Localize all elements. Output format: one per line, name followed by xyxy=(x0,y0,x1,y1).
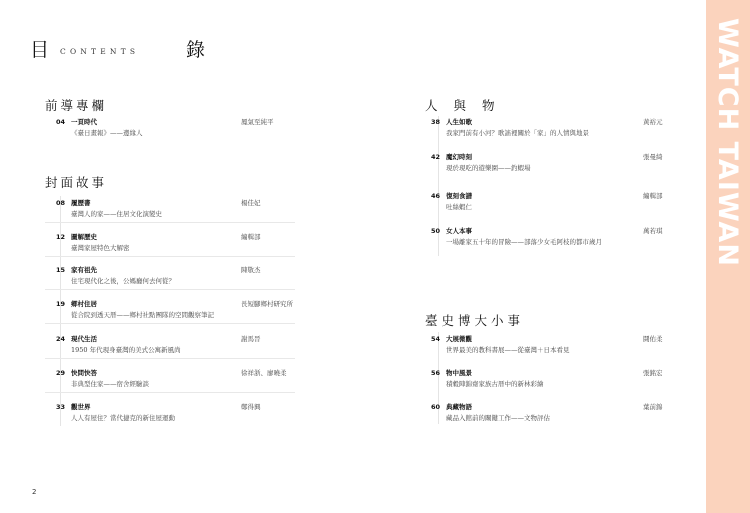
title-char-right: 錄 xyxy=(186,39,206,61)
entry-author: 張銘宏 xyxy=(643,369,663,377)
side-band-title: WATCH TAIWAN xyxy=(712,18,743,267)
entry-author: 楊佳妃 xyxy=(241,199,261,207)
entry-title: 典藏物語 xyxy=(446,403,472,411)
entry-author: 編輯部 xyxy=(643,192,663,200)
toc-entry[interactable] xyxy=(420,117,680,145)
entry-page: 50 xyxy=(430,227,440,235)
entry-title: 鄉村住居 xyxy=(71,300,97,308)
entry-subtitle: 藏品入館前的關鍵工作——文物評估 xyxy=(446,414,550,422)
entry-page: 46 xyxy=(430,192,440,200)
toc-entry[interactable] xyxy=(45,198,305,226)
entry-page: 08 xyxy=(55,199,65,207)
title-char-left: 目 xyxy=(30,39,50,61)
toc-entry[interactable] xyxy=(420,334,680,362)
entry-subtitle: 臺灣家屋特色大解密 xyxy=(71,244,130,252)
toc-entry[interactable] xyxy=(45,334,305,362)
toc-entry[interactable] xyxy=(45,117,305,145)
toc-entry[interactable] xyxy=(45,402,305,430)
section-title-people-and-things: 人 與 物 xyxy=(425,98,501,113)
entry-subtitle: 臺灣人的家——住居文化演變史 xyxy=(71,210,162,218)
section-title-cover-story: 封面故事 xyxy=(45,175,108,190)
entry-subtitle: 一場離家五十年的冒險——部落少女毛阿枝的都市歲月 xyxy=(446,238,602,246)
entry-divider xyxy=(45,289,295,290)
entry-title: 物中風景 xyxy=(446,369,472,377)
entry-author: 謝馬晉 xyxy=(241,335,261,343)
entry-title: 一頁時代 xyxy=(71,118,97,126)
entry-page: 56 xyxy=(430,369,440,377)
entry-title: 復刻食譜 xyxy=(446,192,472,200)
page-number: 2 xyxy=(32,488,37,496)
entry-author: 長短腳鄉村研究所 xyxy=(241,300,293,308)
entry-title: 人生如歌 xyxy=(446,118,472,126)
entry-title: 快問快答 xyxy=(71,369,97,377)
entry-divider xyxy=(45,222,295,223)
entry-page: 19 xyxy=(55,300,65,308)
toc-entry[interactable] xyxy=(420,226,680,254)
entry-page: 12 xyxy=(55,233,65,241)
entry-subtitle: 吐絲蝦仁 xyxy=(446,203,472,211)
entry-subtitle: 從合院到透天厝——鄉村社點團隊的空間觀察筆記 xyxy=(71,311,214,319)
entry-divider xyxy=(45,392,295,393)
entry-subtitle: 《臺日畫報》——邊緣人 xyxy=(71,129,143,137)
entry-author: 黃裕元 xyxy=(643,118,663,126)
entry-title: 現代生活 xyxy=(71,335,97,343)
entry-subtitle: 人人有屋住？當代捷克的新住屋運動 xyxy=(71,414,175,422)
entry-title: 圖解歷史 xyxy=(71,233,97,241)
entry-page: 33 xyxy=(55,403,65,411)
entry-page: 60 xyxy=(430,403,440,411)
entry-subtitle: 我家門前有小河？歌謠裡關於「家」的人情與地景 xyxy=(446,129,589,137)
entry-author: 徐祥浙、廖曉柔 xyxy=(241,369,287,377)
entry-page: 24 xyxy=(55,335,65,343)
toc-entry[interactable] xyxy=(420,402,680,430)
entry-page: 29 xyxy=(55,369,65,377)
entry-divider xyxy=(45,256,295,257)
section-title-lead: 前導專欄 xyxy=(45,98,108,113)
entry-title: 家有祖先 xyxy=(71,266,97,274)
entry-page: 54 xyxy=(430,335,440,343)
toc-entry[interactable] xyxy=(45,265,305,293)
toc-entry[interactable] xyxy=(420,191,680,219)
entry-author: 萬若琪 xyxy=(643,227,663,235)
entry-divider xyxy=(45,358,295,359)
section-title-museum-news: 臺史博大小事 xyxy=(425,313,525,328)
entry-subtitle: 世界最美的教科書展——從臺灣＋日本看見 xyxy=(446,346,570,354)
entry-subtitle: 現於現吃的遊樂園——釣蝦場 xyxy=(446,164,531,172)
entry-title: 履歷書 xyxy=(71,199,91,207)
entry-title: 大展微觀 xyxy=(446,335,472,343)
entry-subtitle: 非典型住家——宿舍經驗談 xyxy=(71,380,149,388)
toc-entry[interactable] xyxy=(45,368,305,396)
entry-page: 04 xyxy=(55,118,65,126)
title-english: CONTENTS xyxy=(60,47,140,56)
toc-entry[interactable] xyxy=(45,299,305,327)
entry-page: 42 xyxy=(430,153,440,161)
entry-title: 觀世界 xyxy=(71,403,91,411)
entry-page: 15 xyxy=(55,266,65,274)
entry-author: 鬪佑柔 xyxy=(643,335,663,343)
entry-subtitle: 1950 年代現身臺灣的美式公寓新風尚 xyxy=(71,346,181,354)
toc-entry[interactable] xyxy=(420,368,680,396)
toc-entry[interactable] xyxy=(420,152,680,180)
entry-author: 葉前錦 xyxy=(643,403,663,411)
entry-page: 38 xyxy=(430,118,440,126)
entry-author: 張曼綺 xyxy=(643,153,663,161)
side-band xyxy=(706,0,750,513)
entry-title: 女人本事 xyxy=(446,227,472,235)
entry-subtitle: 住宅現代化之後，公媽廳何去何從？ xyxy=(71,277,175,285)
entry-divider xyxy=(45,323,295,324)
toc-entry[interactable] xyxy=(45,232,305,260)
page-title xyxy=(30,38,206,64)
entry-author: 編輯部 xyxy=(241,233,261,241)
entry-author: 鳳氣至純平 xyxy=(241,118,274,126)
entry-author: 陳敬杰 xyxy=(241,266,261,274)
entry-author: 鄭得興 xyxy=(241,403,261,411)
entry-title: 魔幻時刻 xyxy=(446,153,472,161)
entry-subtitle: 積穀陣錦齋家族古厝中的新林彩繪 xyxy=(446,380,544,388)
